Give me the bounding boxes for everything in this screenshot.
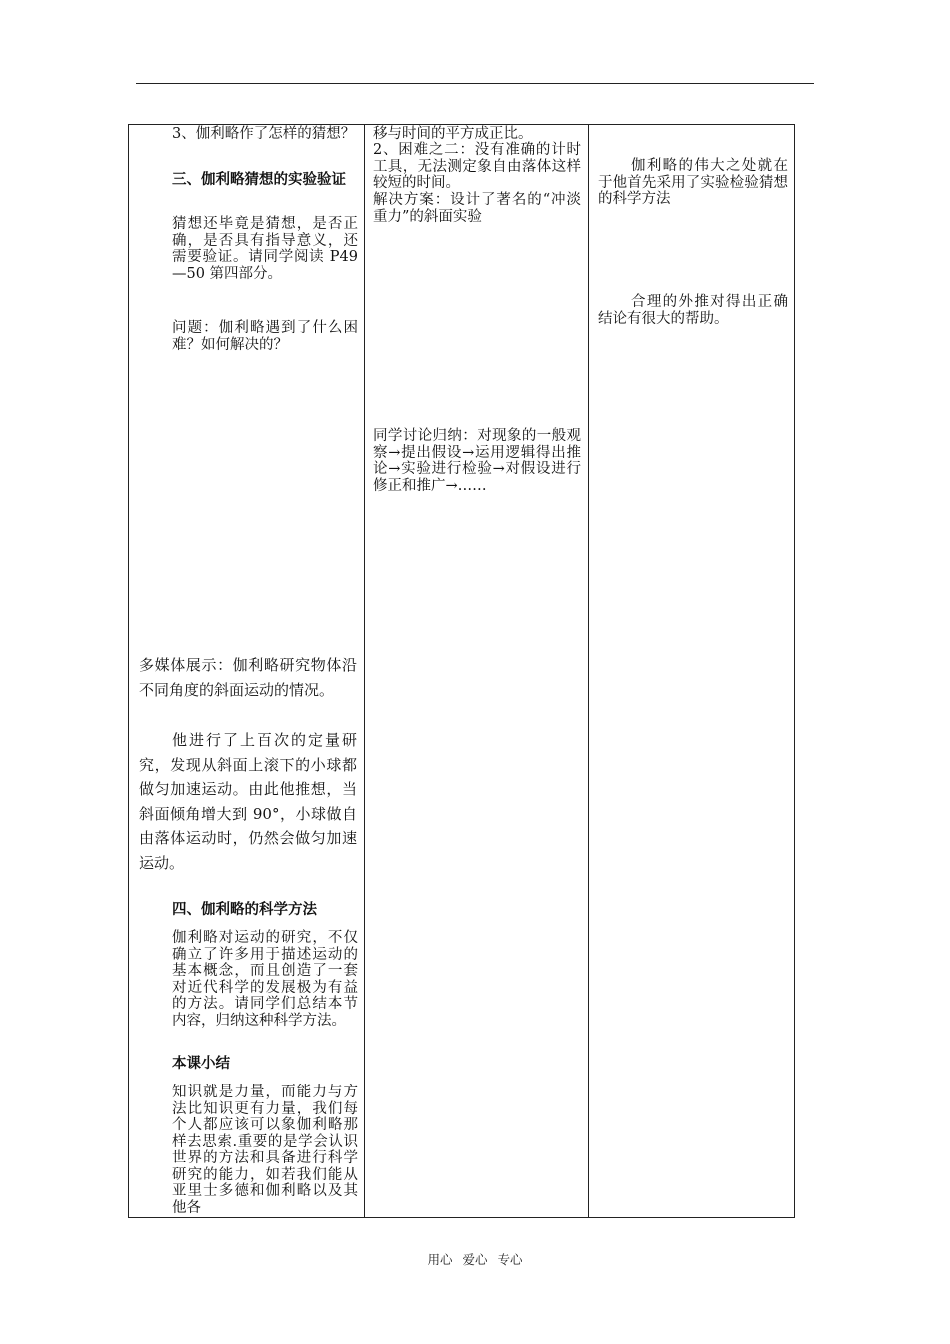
discussion-summary: 同学讨论归纳：对现象的一般观察→提出假设→运用逻辑得出推论→实验进行检验→对假设进行修正和推广→…… — [373, 428, 581, 494]
difficulty-2: 2、困难之二：没有准确的计时工具，无法测定象自由落体这样较短的时间。 — [373, 142, 581, 191]
column-divider-1 — [364, 125, 365, 1217]
difficulty-question: 问题：伽利略遇到了什么困难？如何解决的？ — [172, 320, 358, 353]
multimedia-note: 多媒体展示：伽利略研究物体沿不同角度的斜面运动的情况。 — [139, 656, 357, 699]
footer-word-2: 爱心 — [462, 1252, 488, 1267]
page-footer — [0, 1250, 950, 1268]
experiment-description: 他进行了上百次的定量研究，发现从斜面上滚下的小球都做匀加速运动。由此他推想，当斜面倾角增大到 90°，小球做自由落体运动时，仍然会做匀加速运动。 — [139, 731, 357, 872]
proportional-statement: 移与时间的平方成正比。 — [373, 126, 533, 142]
section-4-title: 四、伽利略的科学方法 — [172, 902, 317, 918]
footer-word-1: 用心 — [427, 1252, 453, 1267]
footer-word-3: 专心 — [497, 1252, 523, 1267]
section-3-title: 三、伽利略猜想的实验验证 — [172, 172, 346, 188]
column-divider-2 — [588, 125, 589, 1217]
solution: 解决方案：设计了著名的“冲淡重力”的斜面实验 — [373, 192, 581, 225]
extrapolation-note: 合理的外推对得出正确结论有很大的帮助。 — [598, 294, 788, 327]
question-3: 3、伽利略作了怎样的猜想？ — [172, 126, 356, 142]
galileo-greatness: 伽利略的伟大之处就在于他首先采用了实验检验猜想的科学方法 — [598, 158, 788, 207]
section-4-body: 伽利略对运动的研究，不仅确立了许多用于描述运动的基本概念，而且创造了一套对近代科学的发展极为有益的方法。请同学们总结本节内容，归纳这种科学方法。 — [172, 930, 358, 1029]
header-rule — [136, 83, 814, 84]
summary-title: 本课小结 — [172, 1056, 230, 1072]
section-3-body: 猜想还毕竟是猜想，是否正确，是否具有指导意义，还需要验证。请同学阅读 P49—50 第四部分。 — [172, 216, 358, 282]
summary-body: 知识就是力量，而能力与方法比知识更有力量，我们每个人都应该可以象伽利略那样去思索.重要的是学会认识世界的方法和具备进行科学研究的能力，如若我们能从亚里士多德和伽利略以及其他各 — [172, 1084, 358, 1216]
